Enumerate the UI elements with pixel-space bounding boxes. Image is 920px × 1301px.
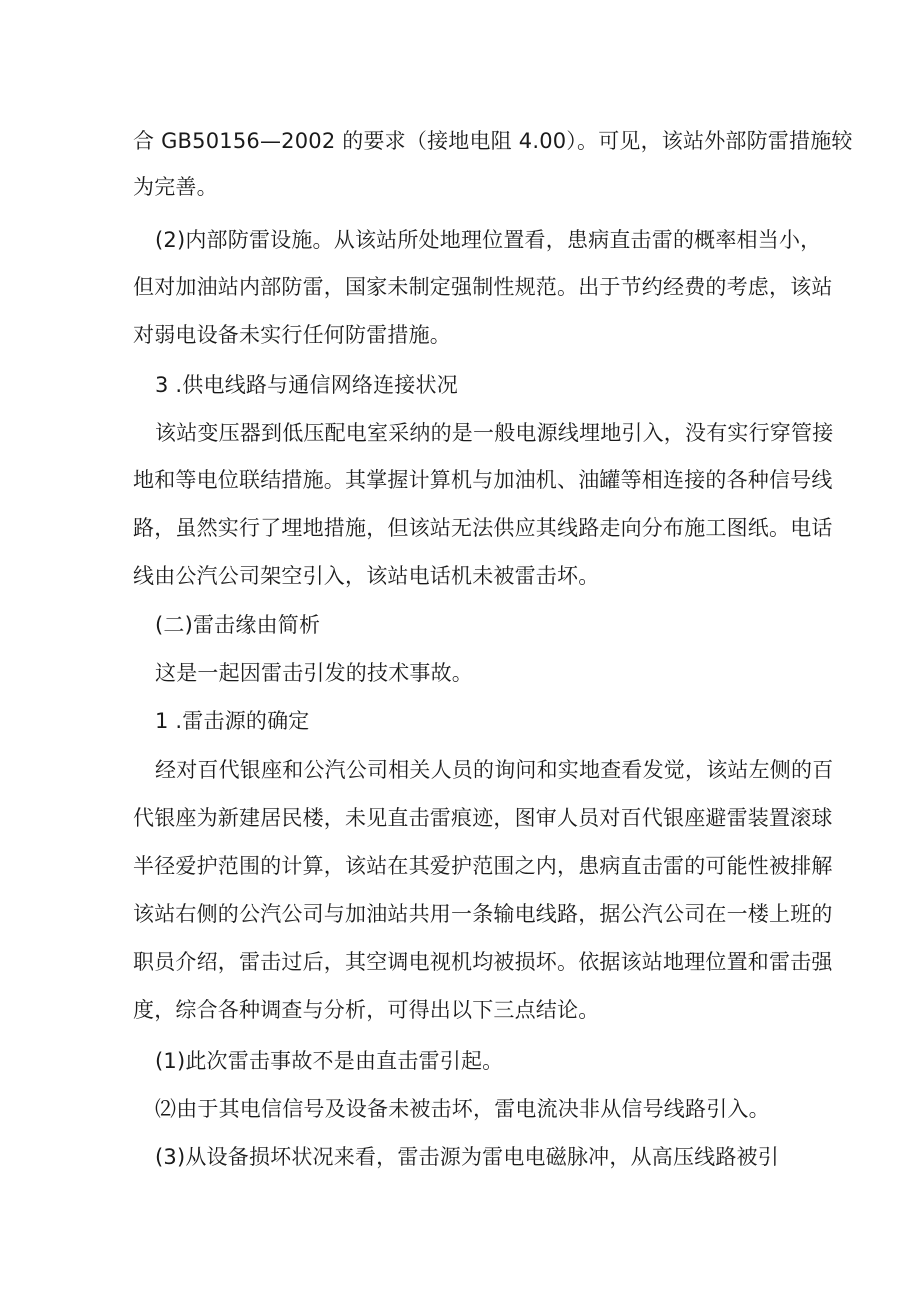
text-line: 该站变压器到低压配电室采纳的是一般电源线埋地引入，没有实行穿管接 [155, 421, 834, 445]
text-line: 职员介绍，雷击过后，其空调电视机均被损坏。依据该站地理位置和雷击强 [133, 950, 833, 974]
text-line: 但对加油站内部防雷，国家未制定强制性规范。出于节约经费的考虑，该站 [133, 275, 833, 299]
text-line: 这是一起因雷击引发的技术事故。 [155, 661, 473, 685]
section-heading: 3 .供电线路与通信网络连接状况 [155, 373, 458, 397]
text-line: 路，虽然实行了埋地措施，但该站无法供应其线路走向分布施工图纸。电话 [133, 516, 833, 540]
text-line: 对弱电设备未实行任何防雷措施。 [133, 323, 451, 347]
text-line: 该站右侧的公汽公司与加油站共用一条输电线路，据公汽公司在一楼上班的 [133, 902, 833, 926]
section-heading: (二)雷击缘由简析 [155, 613, 321, 637]
text-line: (2)内部防雷设施。从该站所处地理位置看，患病直击雷的概率相当小， [155, 228, 822, 252]
text-line: ⑵由于其电信信号及设备未被击坏，雷电流决非从信号线路引入。 [155, 1097, 770, 1121]
text-line: 线由公汽公司架空引入，该站电话机未被雷击坏。 [133, 564, 600, 588]
text-line: 半径爱护范围的计算，该站在其爱护范围之内，患病直击雷的可能性被排解 [133, 854, 833, 878]
text-line: (3)从设备损坏状况来看，雷击源为雷电电磁脉冲，从高压线路被引 [155, 1145, 779, 1169]
text-line: (1)此次雷击事故不是由直击雷引起。 [155, 1049, 504, 1073]
section-heading: 1 .雷击源的确定 [155, 709, 310, 733]
text-line: 代银座为新建居民楼，未见直击雷痕迹，图审人员对百代银座避雷装置滚球 [133, 806, 833, 830]
text-line: 度，综合各种调查与分析，可得出以下三点结论。 [133, 998, 600, 1022]
text-line: 合 GB50156—2002 的要求（接地电阻 4.00）。可见，该站外部防雷措施较 [133, 129, 853, 153]
text-line: 地和等电位联结措施。其掌握计算机与加油机、油罐等相连接的各种信号线 [133, 468, 833, 492]
text-line: 经对百代银座和公汽公司相关人员的询问和实地查看发觉，该站左侧的百 [155, 758, 834, 782]
text-line: 为完善。 [133, 175, 218, 199]
